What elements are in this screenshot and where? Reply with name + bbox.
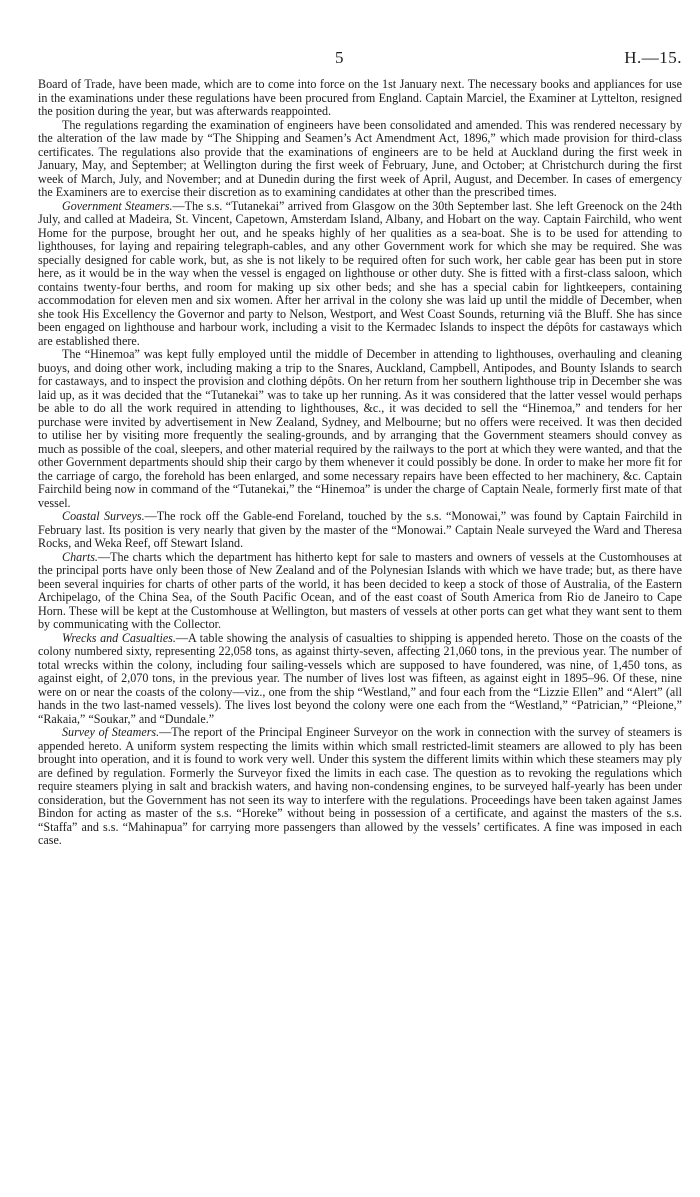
paragraph-government-steamers — [38, 200, 682, 349]
paragraph-text: —The s.s. “Tutanekai” arrived from Glasgow on the 30th September last. She left Greenock on the 24th July, and called at Madeira, St. Vincent, Capetown, Amsterdam Island, Albany, and Hobart on the way. Captain Fairchild, who went Home for the purpose, brought her out, and he speaks highly of her qualities as a sea-boat. She is to be used for attending to lighthouses, for laying and repairing telegraph-cables, and any other Government work for which she may be required. She was specially designed for cable work, but, as she is not likely to be required often for such work, her cable gear has been put in store here, as it would be in the way when the vessel is engaged on lighthouse or other duty. She is fitted with a first-class saloon, which contains twenty-four berths, and room for making up six other beds; and she has a special cabin for lightkeepers, containing accommodation for eleven men and six women. After her arrival in the colony she was laid up until the middle of December, when she took His Excellency the Governor and party to Nelson, Westport, and West Coast Sounds, returning viâ the Bluff. She has since been engaged on lighthouse and harbour work, including a visit to the Kermadec Islands to inspect the dépôts for castaways which are established there. — [38, 198, 682, 348]
paragraph-examinations-continued — [38, 78, 682, 119]
paragraph-text: Board of Trade, have been made, which are to come into force on the 1st January next. The necessary books and appliances for use in the examinations under these regulations have been procured from England. Captain Marciel, the Examiner at Lyttelton, resigned the position during the year, but was afterwards reappointed. — [38, 77, 682, 118]
paragraph-wrecks-casualties — [38, 632, 682, 727]
page-header — [38, 48, 682, 78]
section-heading: Charts. — [62, 549, 98, 564]
paragraph-text: The regulations regarding the examination of engineers have been consolidated and amended. This was rendered necessary by the alteration of the law made by “The Shipping and Seamen’s Act Amendment Act, 1896,” which made provision for third-class certificates. The regulations also provide that the examinations of engineers are to be held at Auckland during the first week in January, May, and September; at Wellington during the first week of February, June, and October; at Christchurch during the first week of March, July, and November; and at Dunedin during the first week of April, August, and December. In cases of emergency the Examiners are to exercise their discretion as to examining candidates at other than the prescribed times. — [38, 117, 682, 199]
section-heading: Survey of Steamers. — [62, 725, 160, 739]
paragraph-text: —The report of the Principal Engineer Surveyor on the work in connection with the survey of steamers is appended hereto. A uniform system respecting the limits within which small restricted-limit steamers are allowed to ply has been brought into operation, and it is found to work very well. Under this system the different limits within which these steamers may ply are defined by regulation. Formerly the Surveyor fixed the limits in each case. The question as to revoking the regulations which require steamers plying in salt and brackish waters, and having non-condensing engines, to be surveyed half-yearly has been under consideration, but the Government has not seen its way to interfere with the regulations. Proceedings have been taken against James Bindon for acting as master of the s.s. “Horeke” without being in possession of a certificate, and against the masters of the s.s. “Staffa” and s.s. “Mahinapua” for carrying more passengers than allowed by the vessels’ certificates. A fine was imposed in each case. — [38, 725, 683, 847]
document-page — [38, 48, 682, 848]
paragraph-text: The “Hinemoa” was kept fully employed until the middle of December in attending to lighthouses, overhauling and cleaning buoys, and doing other work, including making a trip to the Snares, Auckland, Campbell, Antipodes, and Bounty Islands to search for castaways, and to inspect the provision and clothing dépôts. On her return from her southern lighthouse trip in December she was laid up, as it was decided that the “Tutanekai” was to take up her running. As it was considered that the latter vessel would perhaps be able to do all the work required in attending to lighthouses, &c., it was decided to sell the “Hinemoa,” and tenders for her purchase were invited by advertisement in New Zealand, Sydney, and Melbourne; but no offers were received. It was then decided to utilise her by visiting more frequently the sealing-grounds, and by arranging that the Government steamers should convey as much as possible of the coal, sleepers, and other material required by the railways to the port at which they were wanted, and that the other Government departments should ship their cargo by them whenever it could possibly be done. In order to make her more fit for the carriage of cargo, the forehold has been enlarged, and some necessary repairs have been effected to her machinery, &c. Captain Fairchild being now in command of the “Tutanekai,” the “Hinemoa” is under the charge of Captain Neale, formerly first mate of that vessel. — [38, 347, 682, 510]
page-number: 5 — [335, 48, 344, 67]
paragraph-survey-of-steamers — [38, 726, 682, 848]
section-heading: Wrecks and Casualties. — [62, 630, 176, 645]
paragraph-text: —A table showing the analysis of casualties to shipping is appended hereto. Those on the coasts of the colony numbered sixty, representing 22,058 tons, as against thirty-seven, affecting 21,060 tons, in the previous year. The number of total wrecks within the colony, including four sailing-vessels which are supposed to have foundered, was nine, of 1,450 tons, as against eight, of 2,070 tons, in the previous year. The number of lives lost was fifteen, as against eight in 1895–96. Of these, nine were on or near the coasts of the colony—viz., one from the ship “Westland,” and four each from the “Lizzie Ellen” and “Alert” (all hands in the two last-named vessels). The lives lost beyond the colony were one each from the “Westland,” “Patrician,” “Pleione,” “Rakaia,” “Soukar,” and “Dundale.” — [38, 630, 682, 726]
document-reference: H.—15. — [624, 48, 682, 67]
paragraph-hinemoa — [38, 348, 682, 510]
paragraph-text: —The rock off the Gable-end Foreland, touched by the s.s. “Monowai,” was found by Captain Fairchild in February last. Its position is very nearly that given by the master of the “Monowai.” Captain Neale surveyed the Ward and Theresa Rocks, and Weka Reef, off Stewart Island. — [38, 509, 682, 550]
paragraph-coastal-surveys — [38, 510, 682, 551]
paragraph-engineer-regulations — [38, 119, 682, 200]
section-heading: Government Steamers. — [62, 198, 173, 213]
paragraph-text: —The charts which the department has hitherto kept for sale to masters and owners of vessels at the Customhouses at the principal ports have only been those of New Zealand and of the Polynesian Islands with which we have trade; but, as there have been several inquiries for charts of other parts of the world, it has been decided to keep a stock of those of Australia, of the Eastern Archipelago, of the China Sea, of the South Pacific Ocean, and of the east coast of South America from Rio de Janeiro to Cape Horn. These will be kept at the Customhouse at Wellington, but masters of vessels at other ports can get what they want sent to them by communicating with the Collector. — [38, 549, 682, 631]
document-body — [38, 78, 682, 848]
paragraph-charts — [38, 551, 682, 632]
section-heading: Coastal Surveys. — [62, 509, 145, 523]
